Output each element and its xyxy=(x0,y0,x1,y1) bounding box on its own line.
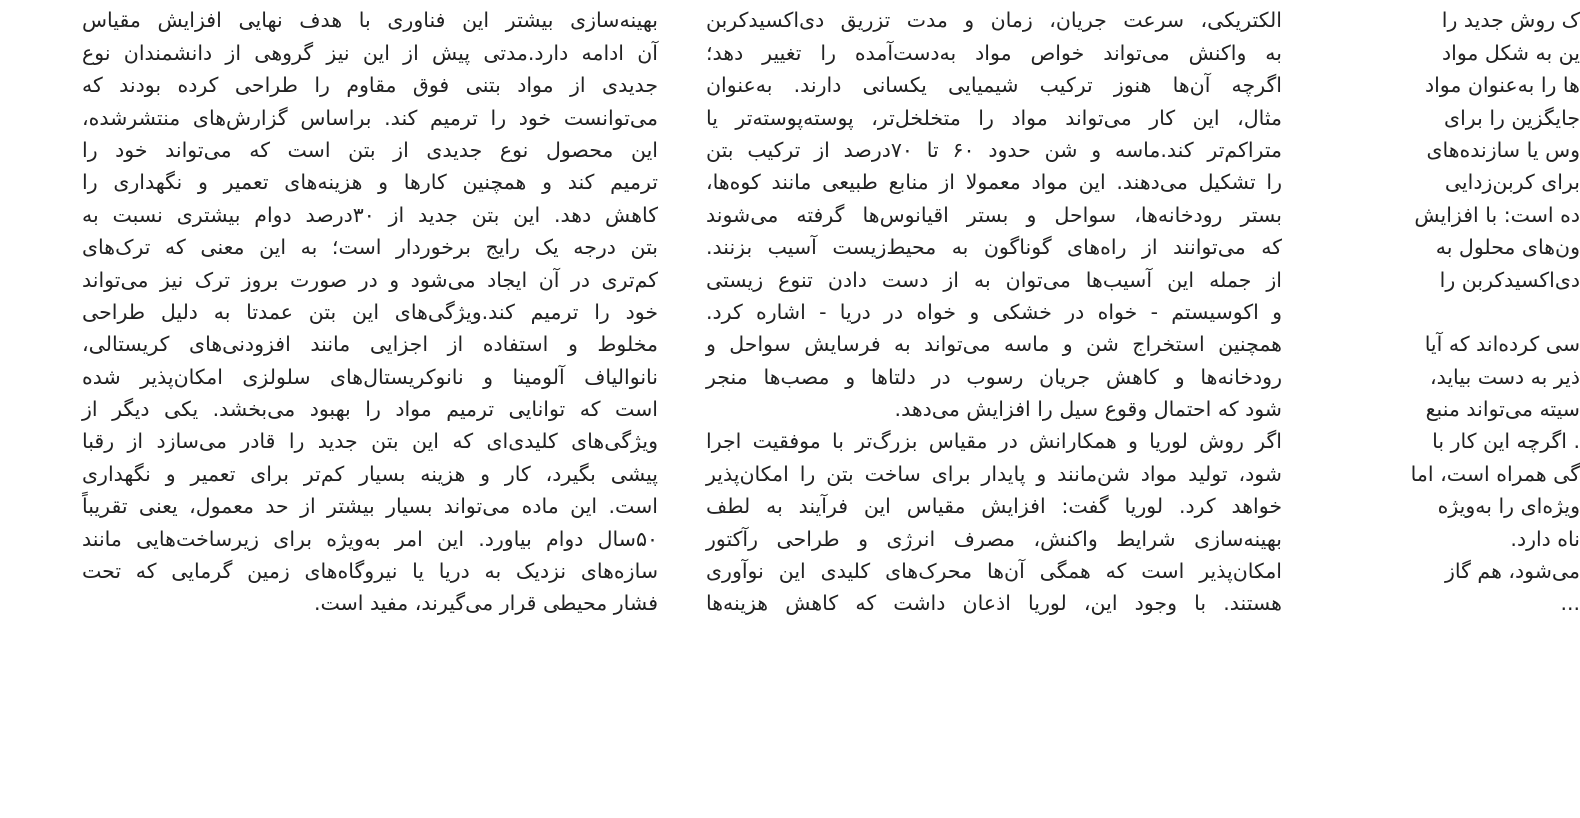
text-line: امکان‌پذیر است که همگی آن‌ها محرک‌های کلیدی این نوآوری xyxy=(706,559,1282,584)
text-line: ناه دارد. xyxy=(1510,526,1580,551)
text-line: شود، تولید مواد شن‌مانند و پایدار برای ساخت بتن را امکان‌پذیر xyxy=(706,461,1282,486)
text-line: است که توانایی ترمیم مواد را بهبود می‌بخشد. یکی دیگر از xyxy=(82,397,658,422)
text-line: گی همراه است، اما xyxy=(1410,461,1580,486)
text-line: مثال، این کار می‌تواند مواد را متخلخل‌تر، پوسته‌پوسته‌تر یا xyxy=(706,105,1282,130)
text-line: کاهش دهد. این بتن جدید از ۳۰درصد دوام بیشتری نسبت به xyxy=(82,202,659,227)
text-line: ... xyxy=(1560,591,1580,616)
text-line: ک روش جدید را xyxy=(1441,8,1580,33)
text-line: هستند. با وجود این، لوریا اذعان داشت که کاهش هزینه‌ها xyxy=(706,591,1282,616)
text-column-right xyxy=(1300,0,1580,818)
text-line: بتن درجه یک رایج برخوردار است؛ به این معنی که ترک‌های xyxy=(82,235,658,260)
text-line: . اگرچه این کار با xyxy=(1432,429,1580,454)
text-line: شود که احتمال وقوع سیل را افزایش می‌دهد. xyxy=(894,397,1282,422)
text-line: دی‌اکسیدکربن را xyxy=(1439,267,1580,292)
text-line: کم‌تری در آن ایجاد می‌شود و در صورت بروز ترک نیز می‌تواند xyxy=(82,267,658,292)
text-line: برای کربن‌زدایی xyxy=(1444,170,1580,195)
text-line: وس یا سازنده‌های xyxy=(1426,137,1580,162)
text-line: که می‌توانند از راه‌های گوناگون به محیط‌زیست آسیب بزنند. xyxy=(706,235,1282,260)
text-line: ین به شکل مواد xyxy=(1442,40,1580,65)
text-line: می‌توانست خود را ترمیم کند. براساس گزارش‌های منتشرشده، xyxy=(82,105,658,130)
text-line: ویژگی‌های کلیدی‌ای که این بتن جدید را قادر می‌سازد از رقبا xyxy=(82,429,658,454)
text-line: بهینه‌سازی شرایط واکنش، مصرف انرژی و طراحی رآکتور xyxy=(706,526,1282,551)
text-line: می‌شود، هم گاز xyxy=(1445,559,1580,584)
text-line: الکتریکی، سرعت جریان، زمان و مدت تزریق دی‌اکسیدکربن xyxy=(706,8,1282,33)
text-line: جایگزین را برای xyxy=(1444,105,1580,130)
text-line: بهینه‌سازی بیشتر این فناوری با هدف نهایی افزایش مقیاس xyxy=(82,8,658,33)
text-line: است. این ماده می‌تواند بسیار بیشتر از حد معمول، یعنی تقریباً xyxy=(82,494,658,519)
text-line: مخلوط و استفاده از اجزایی مانند افزودنی‌های کریستالی، xyxy=(82,332,658,357)
text-line: اگر روش لوریا و همکارانش در مقیاس بزرگ‌تر با موفقیت اجرا xyxy=(706,429,1282,454)
text-line: جدیدی از مواد بتنی فوق مقاوم را طراحی کرده بودند که xyxy=(82,73,658,98)
text-line xyxy=(1300,296,1580,328)
text-line: سازه‌های نزدیک به دریا یا نیروگاه‌های زمین گرمایی که تحت xyxy=(82,559,658,584)
text-line: آن ادامه دارد.مدتی پیش از این نیز گروهی از دانشمندان نوع xyxy=(82,40,658,65)
text-line: از جمله این آسیب‌ها می‌توان به از دست دادن تنوع زیستی xyxy=(706,267,1282,292)
text-line: متراکم‌تر کند.ماسه و شن حدود ۶۰ تا ۷۰درصد از ترکیب بتن xyxy=(706,137,1283,162)
text-line: فشار محیطی قرار می‌گیرند، مفید است. xyxy=(313,591,658,616)
text-line: ها را به‌عنوان مواد xyxy=(1424,73,1580,98)
text-line: خواهد کرد. لوریا گفت: افزایش مقیاس این فرآیند به لطف xyxy=(706,494,1282,519)
text-line: ون‌های محلول به xyxy=(1435,235,1580,260)
text-line: سیته می‌تواند منبع xyxy=(1425,397,1580,422)
text-line: ویژه‌ای را به‌ویژه xyxy=(1437,494,1580,519)
text-line: نانوالیاف آلومینا و نانوکریستال‌های سلولزی امکان‌پذیر شده xyxy=(82,364,658,389)
text-line: ذیر به دست بیاید، xyxy=(1429,364,1580,389)
text-line: خود را ترمیم کند.ویژگی‌های این بتن عمدتا به دلیل طراحی xyxy=(82,299,658,324)
text-line: این محصول نوع جدیدی از بتن است که می‌تواند خود را xyxy=(82,137,658,162)
text-line: اگرچه آن‌ها هنوز ترکیب شیمیایی یکسانی دارند. به‌عنوان xyxy=(706,73,1282,98)
text-line: را تشکیل می‌دهند. این مواد معمولا از منابع طبیعی مانند کوه‌ها، xyxy=(706,170,1282,195)
text-line: بستر رودخانه‌ها، سواحل و بستر اقیانوس‌ها گرفته می‌شوند xyxy=(706,202,1282,227)
text-column-middle xyxy=(706,0,1282,818)
text-line: ده است: با افزایش xyxy=(1414,202,1580,227)
text-line: پیشی بگیرد، کار و هزینه بسیار کم‌تر برای تعمیر و نگهداری xyxy=(82,461,658,486)
text-column-left xyxy=(82,0,658,818)
text-line: به واکنش می‌تواند خواص مواد به‌دست‌آمده را تغییر دهد؛ xyxy=(706,40,1282,65)
text-line: و اکوسیستم - خواه در خشکی و خواه در دریا - اشاره کرد. xyxy=(706,299,1282,324)
text-line: ترمیم کند و همچنین کارها و هزینه‌های تعمیر و نگهداری را xyxy=(82,170,658,195)
text-line: سی کرده‌اند که آیا xyxy=(1424,332,1580,357)
text-line: رودخانه‌ها و کاهش جریان رسوب در دلتاها و مصب‌ها منجر xyxy=(706,364,1282,389)
text-line: ۵۰سال دوام بیاورد. این امر به‌ویژه برای زیرساخت‌هایی مانند xyxy=(82,526,658,551)
text-line: همچنین استخراج شن و ماسه می‌تواند به فرسایش سواحل و xyxy=(706,332,1282,357)
